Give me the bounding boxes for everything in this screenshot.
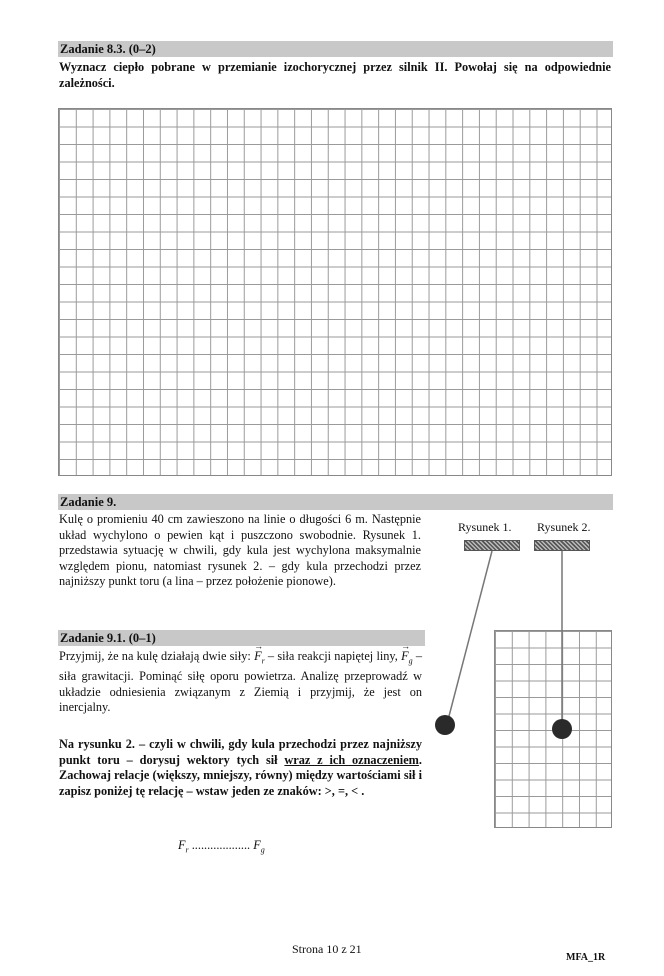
fr-vector-symbol: → $F_r$ — [254, 649, 265, 669]
answer-grid[interactable] — [58, 108, 612, 476]
task-9-1-paragraph-1 — [59, 649, 422, 716]
task-8-3-header: Zadanie 8.3. (0–2) — [58, 41, 613, 57]
p2-part-a: Na rysunku 2. – czyli w chwili, gdy kula przechodzi przez najniższy punkt toru – dorysuj wektory tych sił — [59, 737, 422, 767]
task-9-header: Zadanie 9. — [58, 494, 613, 510]
rope-figure-1 — [448, 551, 492, 720]
force-relation: $F_r$ ................... $F_g$ — [178, 838, 265, 855]
p1-part-b: – siła reakcji napiętej liny, — [264, 649, 402, 663]
p1-part-a: Przyjmij, że na kulę działają dwie siły: — [59, 649, 255, 663]
task-9-1-header: Zadanie 9.1. (0–1) — [58, 630, 425, 646]
p1-part-c: – siła grawitacji. Pominąć siłę oporu powietrza. Analizę przeprowadź w układzie odniesienia związanym z Ziemią i przyjmij, że jest on inercjalny. — [59, 649, 422, 715]
figure-2-grid[interactable] — [494, 630, 612, 828]
ceiling-mount-1 — [464, 540, 520, 551]
task-9-intro: Kulę o promieniu 40 cm zawieszono na linie o długości 6 m. Następnie układ wychylono o pewien kąt i puszczono swobodnie. Rysunek 1. przedstawia sytuację w chwili, gdy kula jest wychylona maksymalnie względem pionu, natomiast rysunek 2. – gdy kula przechodzi przez najniższy punkt toru (a lina – przez położenie pionowe). — [59, 512, 421, 589]
figure-1-label: Rysunek 1. — [458, 520, 512, 534]
exam-code: MFA_1R — [566, 952, 606, 963]
p2-part-b: . Zachowaj relacje (większy, mniejszy, równy) między wartościami sił i zapisz poniżej tę relację – wstaw jeden ze znaków: >, =, < . — [59, 752, 422, 798]
p2-underlined: wraz z ich oznaczeniem — [284, 752, 419, 767]
page-number: Strona 10 z 21 — [292, 942, 362, 956]
figure-2-label: Rysunek 2. — [537, 520, 591, 534]
task-8-3-instruction: Wyznacz ciepło pobrane w przemianie izochorycznej przez silnik II. Powołaj się na odpowiednie zależności. — [59, 60, 611, 90]
fg-vector-symbol: → $F_g$ — [401, 649, 413, 669]
task-9-1-paragraph-2 — [59, 737, 422, 799]
relation-blank[interactable]: ................... — [191, 838, 251, 852]
ceiling-mount-2 — [534, 540, 590, 551]
ball-figure-1 — [435, 715, 455, 735]
